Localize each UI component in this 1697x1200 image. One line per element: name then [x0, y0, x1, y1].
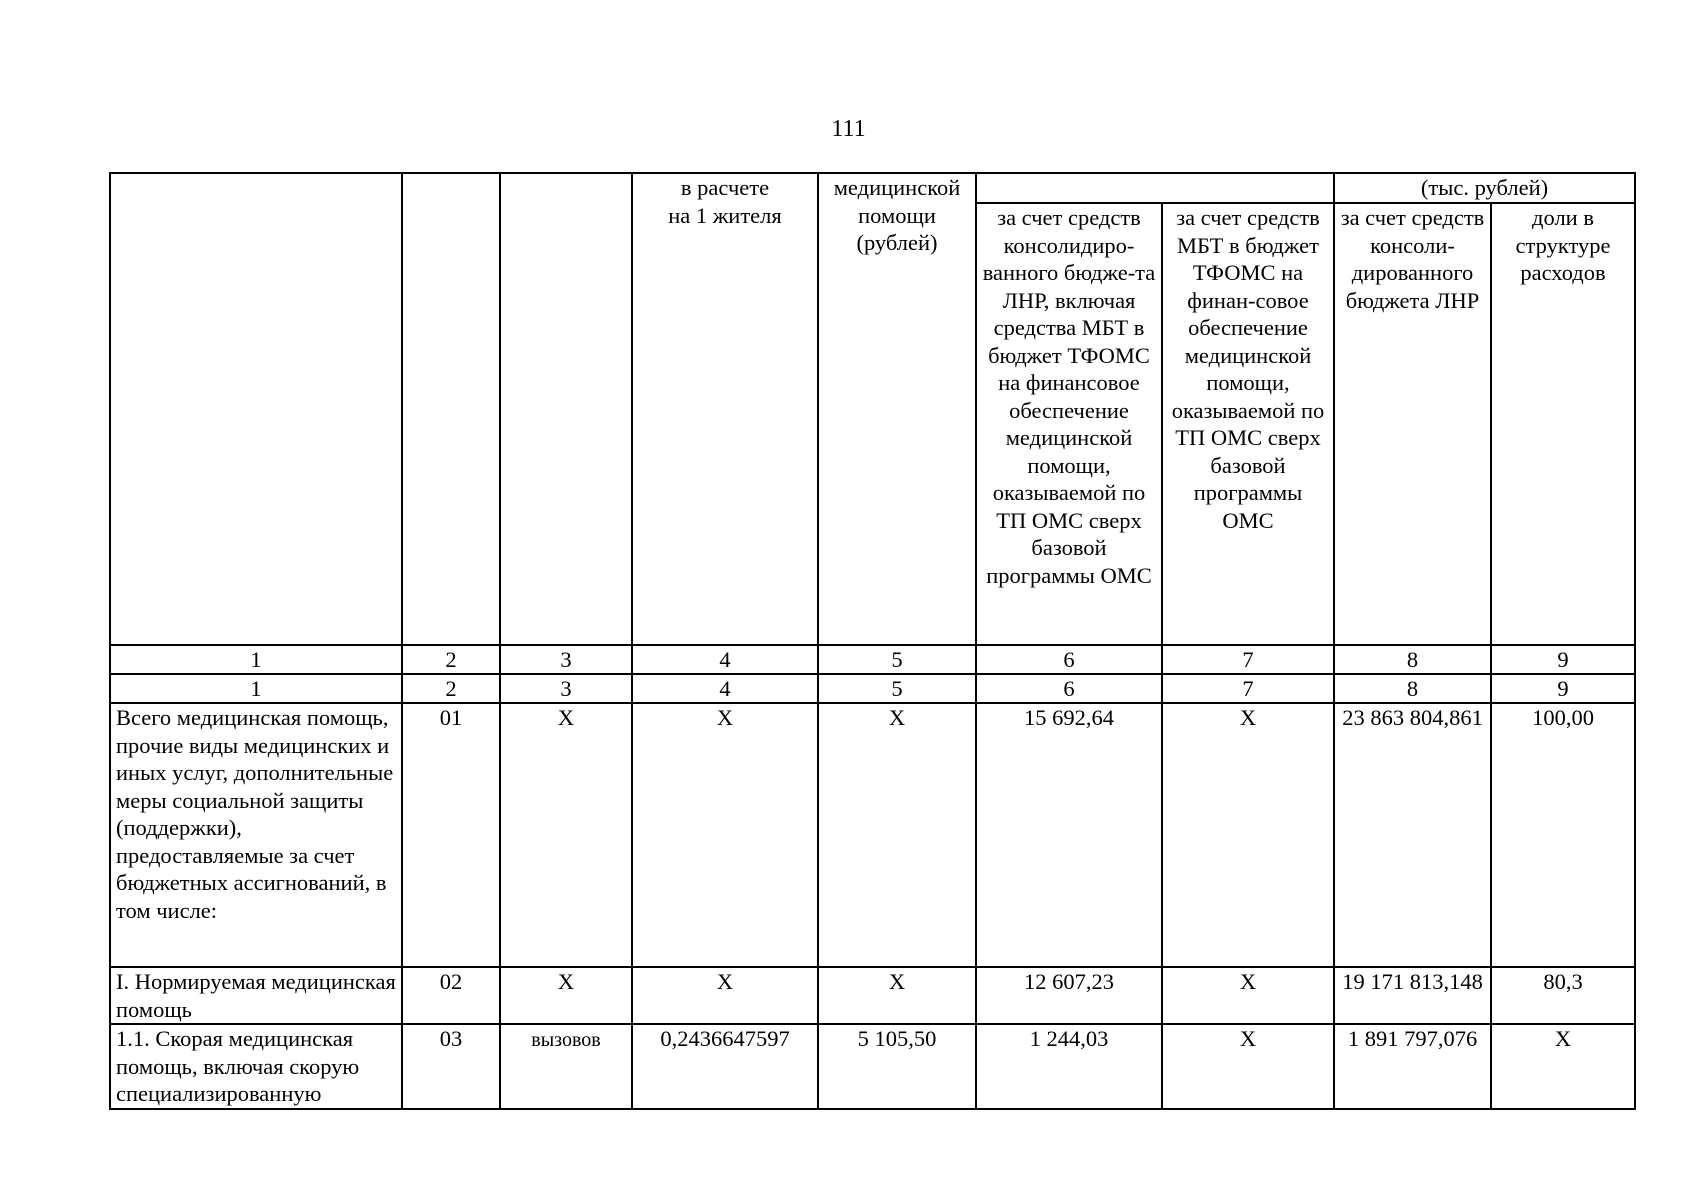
row-per-resident: Х: [632, 703, 818, 967]
row-unit: Х: [500, 703, 632, 967]
row-cost: 5 105,50: [818, 1024, 976, 1109]
row-name: I. Нормируемая медицинская помощь: [110, 967, 402, 1024]
row-col6: 1 244,03: [976, 1024, 1162, 1109]
row-col6: 12 607,23: [976, 967, 1162, 1024]
col-num: 9: [1491, 674, 1635, 703]
row-col8: 19 171 813,148: [1334, 967, 1491, 1024]
row-code: 01: [402, 703, 500, 967]
row-per-resident: Х: [632, 967, 818, 1024]
col-num: 5: [818, 645, 976, 674]
col-num: 9: [1491, 645, 1635, 674]
col-num: 7: [1162, 674, 1334, 703]
col-num: 4: [632, 645, 818, 674]
row-name: Всего медицинская помощь, прочие виды медицинских и иных услуг, дополнительные меры социальной защиты (поддержки), предоставляемые за счет бюджетных ассигнований, в том числе:: [110, 703, 402, 967]
header-cell-5: [818, 173, 976, 645]
header-cell-6-7: [976, 173, 1334, 203]
col-num: 1: [110, 674, 402, 703]
col-num: 1: [110, 645, 402, 674]
table-row: [110, 967, 1635, 1024]
budget-table: [109, 172, 1636, 1110]
col-num: 6: [976, 645, 1162, 674]
col-num: 2: [402, 645, 500, 674]
header-per-resident-label: в расчете на 1 жителя: [668, 175, 782, 228]
row-cost: Х: [818, 703, 976, 967]
col-num: 7: [1162, 645, 1334, 674]
header-col8: [1334, 203, 1491, 645]
header-cell-3: [500, 173, 632, 645]
units-label: (тыс. рублей): [1420, 175, 1549, 200]
page-number: 111: [831, 116, 866, 142]
table-row: [110, 703, 1635, 967]
col-num: 8: [1334, 645, 1491, 674]
row-per-resident: 0,2436647597: [632, 1024, 818, 1109]
row-cost: Х: [818, 967, 976, 1024]
row-col9: 100,00: [1491, 703, 1635, 967]
row-col8: 23 863 804,861: [1334, 703, 1491, 967]
row-col6: 15 692,64: [976, 703, 1162, 967]
header-cell-1: [110, 173, 402, 645]
row-code: 03: [402, 1024, 500, 1109]
row-col7: Х: [1162, 1024, 1334, 1109]
row-col8: 1 891 797,076: [1334, 1024, 1491, 1109]
row-name: 1.1. Скорая медицинская помощь, включая скорую специализированную: [110, 1024, 402, 1109]
header-col9: [1491, 203, 1635, 645]
table-row: [110, 1024, 1635, 1109]
header-cell-4: [632, 173, 818, 645]
col-num: 8: [1334, 674, 1491, 703]
column-number-row: [110, 645, 1635, 674]
col-num: 6: [976, 674, 1162, 703]
col-num: 3: [500, 674, 632, 703]
row-col7: Х: [1162, 967, 1334, 1024]
header-col8-label: за счет средств консоли-дированного бюджета ЛНР: [1340, 205, 1485, 313]
row-unit: Х: [500, 967, 632, 1024]
col-num: 4: [632, 674, 818, 703]
header-row-1: [110, 173, 1635, 203]
column-number-row: [110, 674, 1635, 703]
header-col7: [1162, 203, 1334, 645]
row-col9: 80,3: [1491, 967, 1635, 1024]
header-col7-label: за счет средств МБТ в бюджет ТФОМС на финан-совое обеспечение медицинской помощи, оказываемой по ТП ОМС сверх базовой программы ОМС: [1171, 205, 1325, 533]
row-code: 02: [402, 967, 500, 1024]
header-col9-label: доли в структуре расходов: [1515, 205, 1611, 285]
col-num: 5: [818, 674, 976, 703]
row-col7: Х: [1162, 703, 1334, 967]
row-unit: вызовов: [500, 1024, 632, 1109]
header-col6: [976, 203, 1162, 645]
header-cell-2: [402, 173, 500, 645]
header-units: [1334, 173, 1635, 203]
row-col9: Х: [1491, 1024, 1635, 1109]
col-num: 2: [402, 674, 500, 703]
header-col6-label: за счет средств консолидиро-ванного бюдже-та ЛНР, включая средства МБТ в бюджет ТФОМС на финансовое обеспечение медицинской помощи, оказываемой по ТП ОМС сверх базовой программы ОМС: [982, 205, 1156, 588]
header-cost-label: медицинской помощи (рублей): [833, 175, 961, 255]
col-num: 3: [500, 645, 632, 674]
